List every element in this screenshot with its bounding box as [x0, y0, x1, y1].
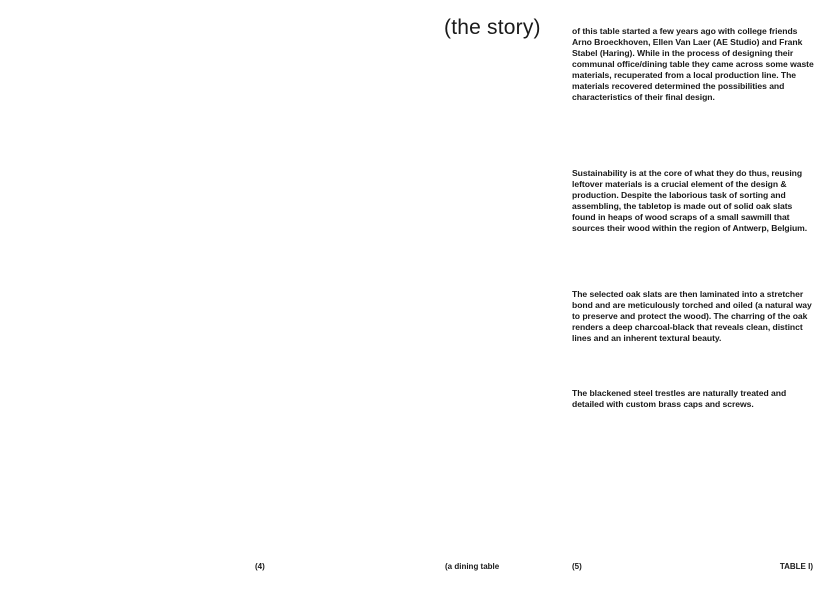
right-page-number: (5)	[572, 562, 582, 571]
story-paragraph-1: of this table started a few years ago with college friends Arno Broeckhoven, Ellen Van Laer (AE Studio) and Frank Stabel (Haring). While in the process of designing their communal office/dining table they came across some waste materials, recuperated from a local production line. The materials recovered determined the possibilities and characteristics of their final design.	[572, 26, 814, 102]
story-paragraph-4: The blackened steel trestles are naturally treated and detailed with custom brass caps and screws.	[572, 388, 787, 409]
right-running-head: TABLE I)	[779, 562, 813, 571]
story-paragraph-2: Sustainability is at the core of what they do thus, reusing leftover materials is a crucial element of the design & production. Despite the laborious task of sorting and assembling, the tabletop is made out of solid oak slats found in heaps of wood scraps of a small sawmill that sources their wood within the region of Antwerp, Belgium.	[572, 168, 808, 233]
story-paragraph-3: The selected oak slats are then laminated into a stretcher bond and are meticulously torched and oiled (a natural way to preserve and protect the wood). The charring of the oak renders a deep charcoal-black that reveals clean, distinct lines and an inherent textural beauty.	[572, 289, 812, 343]
right-page	[559, 0, 839, 595]
left-page-number: (4)	[255, 562, 265, 571]
left-running-head: (a dining table	[445, 562, 500, 571]
page-title: (the story)	[444, 16, 541, 39]
